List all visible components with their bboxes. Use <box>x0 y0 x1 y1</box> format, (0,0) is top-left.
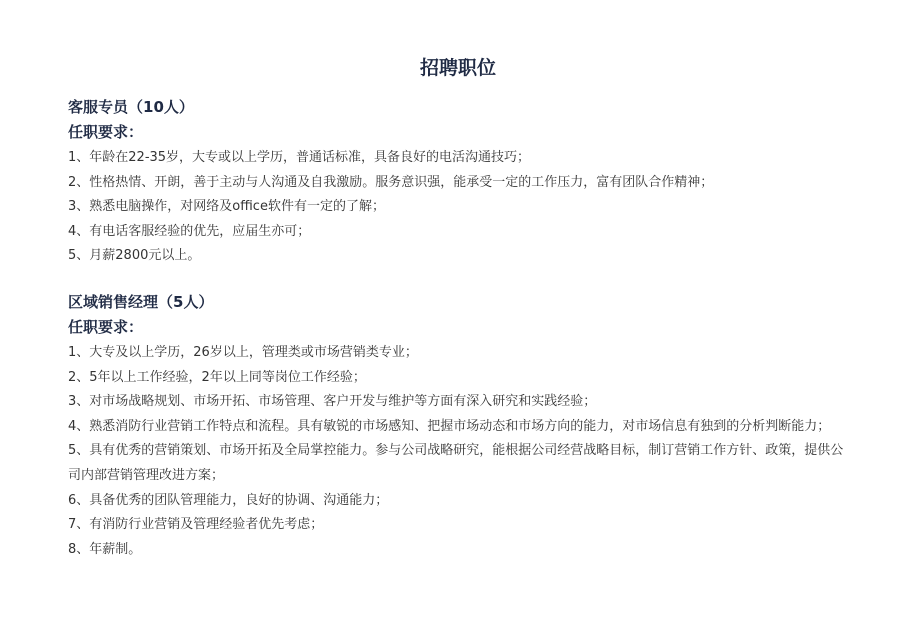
requirement-item: 7、有消防行业营销及管理经验者优先考虑； <box>68 517 324 533</box>
requirement-item: 5、月薪2800元以上。 <box>68 248 201 264</box>
requirement-item: 5、具有优秀的营销策划、市场开拓及全局掌控能力。参与公司战略研究，能根据公司经营战略目标，制订营销工作方针、政策，提供公司内部营销管理改进方案； <box>68 443 844 483</box>
requirement-item: 4、熟悉消防行业营销工作特点和流程。具有敏锐的市场感知、把握市场动态和市场方向的能力，对市场信息有独到的分析判断能力； <box>68 418 831 434</box>
requirements-list <box>68 146 848 269</box>
requirement-item: 3、熟悉电脑操作，对网络及office软件有一定的了解； <box>68 199 385 215</box>
requirement-item: 1、大专及以上学历，26岁以上，管理类或市场营销类专业； <box>68 344 418 360</box>
requirement-item: 8、年薪制。 <box>68 541 142 557</box>
requirement-item: 6、具备优秀的团队管理能力，良好的协调、沟通能力； <box>68 492 389 508</box>
requirement-item: 1、年龄在22-35岁，大专或以上学历，普通话标准，具备良好的电活沟通技巧； <box>68 150 531 165</box>
requirements-label: 任职要求： <box>68 317 144 336</box>
requirement-item: 3、对市场战略规划、市场开拓、市场管理、客户开发与维护等方面有深入研究和实践经验； <box>68 394 597 410</box>
requirements-list <box>68 341 848 562</box>
job-title: 区域销售经理（5人） <box>68 292 214 311</box>
job-section-regional-sales-manager <box>68 292 848 562</box>
requirement-item: 4、有电话客服经验的优先，应届生亦可； <box>68 223 311 239</box>
page-title: 招聘职位 <box>419 57 496 79</box>
job-section-customer-service <box>68 97 848 269</box>
requirements-label: 任职要求： <box>68 123 144 141</box>
requirement-item: 2、5年以上工作经验，2年以上同等岗位工作经验； <box>68 369 366 385</box>
job-title: 客服专员（10人） <box>68 98 194 116</box>
requirement-item: 2、性格热情、开朗，善于主动与人沟通及自我激励。服务意识强，能承受一定的工作压力，富有团队合作精神； <box>68 174 714 190</box>
